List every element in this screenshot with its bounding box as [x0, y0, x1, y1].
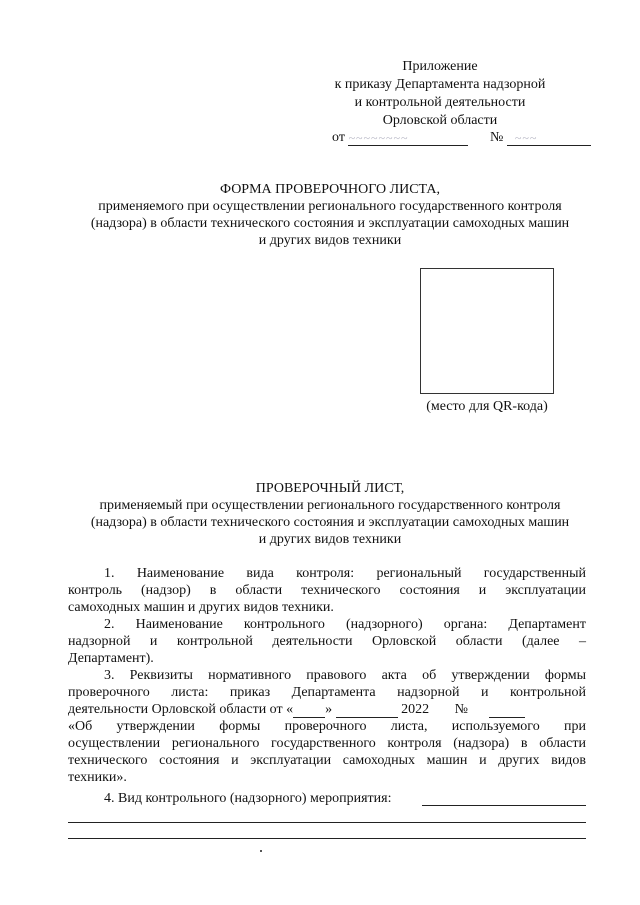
item-3-number-label: №	[454, 702, 468, 717]
item-3-line: техники».	[68, 770, 127, 785]
appendix-line: и контрольной деятельности	[354, 95, 526, 110]
appendix-line: Приложение	[402, 59, 478, 74]
item-2-line: надзорной и контрольной деятельности Орловской области (далее –	[68, 634, 586, 649]
checklist-subtitle-line: применяемый при осуществлении регионального государственного контроля	[99, 498, 561, 513]
scan-dot	[260, 850, 262, 852]
qr-code-placeholder	[420, 268, 554, 394]
appendix-line: Орловской области	[382, 113, 498, 128]
day-blank	[293, 704, 325, 718]
checklist-title: ПРОВЕРОЧНЫЙ ЛИСТ,	[255, 481, 405, 496]
checklist-header	[60, 480, 600, 548]
item-3-line: технического состояния и эксплуатации самоходных машин и других видов	[68, 753, 586, 768]
item-3-line: 3. Реквизиты нормативного правового акта об утверждении формы	[104, 668, 586, 683]
inspection-type-line-3[interactable]	[68, 838, 586, 839]
item-1-line: самоходных машин и других видов техники.	[68, 600, 334, 615]
item-1-line: контроль (надзор) в области технического состояния и эксплуатации	[68, 583, 586, 598]
item-3-line: осуществлении регионального государственного контроля (надзора) в области	[68, 736, 586, 751]
item-3	[68, 667, 586, 786]
item-3-text: деятельности Орловской области от «	[68, 702, 294, 717]
item-2-line: Департамент).	[68, 651, 154, 666]
appendix-line: к приказу Департамента надзорной	[334, 77, 546, 92]
item-3-date-line	[68, 701, 586, 718]
inspection-type-line-2[interactable]	[68, 822, 586, 823]
item-4-label: 4. Вид контрольного (надзорного) мероприятия:	[104, 791, 392, 806]
number-stamp-icon: ~~~	[506, 131, 538, 145]
form-subtitle-line: применяемого при осуществлении регионального государственного контроля	[98, 199, 562, 214]
number-field	[507, 131, 591, 146]
month-blank	[336, 704, 398, 718]
approval-date-number-row	[332, 130, 591, 146]
item-3-line: «Об утверждении формы проверочного листа, используемого при	[68, 719, 586, 734]
date-field	[348, 131, 468, 146]
item-3-year: 2022	[401, 702, 430, 717]
item-2	[68, 616, 586, 667]
item-1-line: 1. Наименование вида контроля: региональный государственный	[104, 566, 586, 581]
item-3-text: »	[325, 702, 333, 717]
qr-caption: (место для QR-кода)	[426, 399, 548, 414]
order-number-blank	[489, 704, 525, 718]
item-2-line: 2. Наименование контрольного (надзорного) органа: Департамент	[104, 617, 586, 632]
date-stamp-icon: ~~~~~~~~	[348, 131, 409, 145]
item-3-line: проверочного листа: приказ Департамента надзорной и контрольной	[68, 685, 586, 700]
from-label: от	[332, 130, 345, 145]
number-label: №	[489, 130, 504, 145]
item-1	[68, 565, 586, 616]
checklist-subtitle-line: (надзора) в области технического состояния и эксплуатации самоходных машин	[90, 515, 570, 530]
form-subtitle-line: и других видов техники	[258, 233, 402, 248]
checklist-subtitle-line: и других видов техники	[258, 532, 402, 547]
form-title: ФОРМА ПРОВЕРОЧНОГО ЛИСТА,	[219, 182, 441, 197]
form-subtitle-line: (надзора) в области технического состояния и эксплуатации самоходных машин	[90, 216, 570, 231]
form-header	[60, 181, 600, 249]
appendix-block	[300, 58, 580, 130]
inspection-type-line[interactable]	[422, 805, 586, 806]
